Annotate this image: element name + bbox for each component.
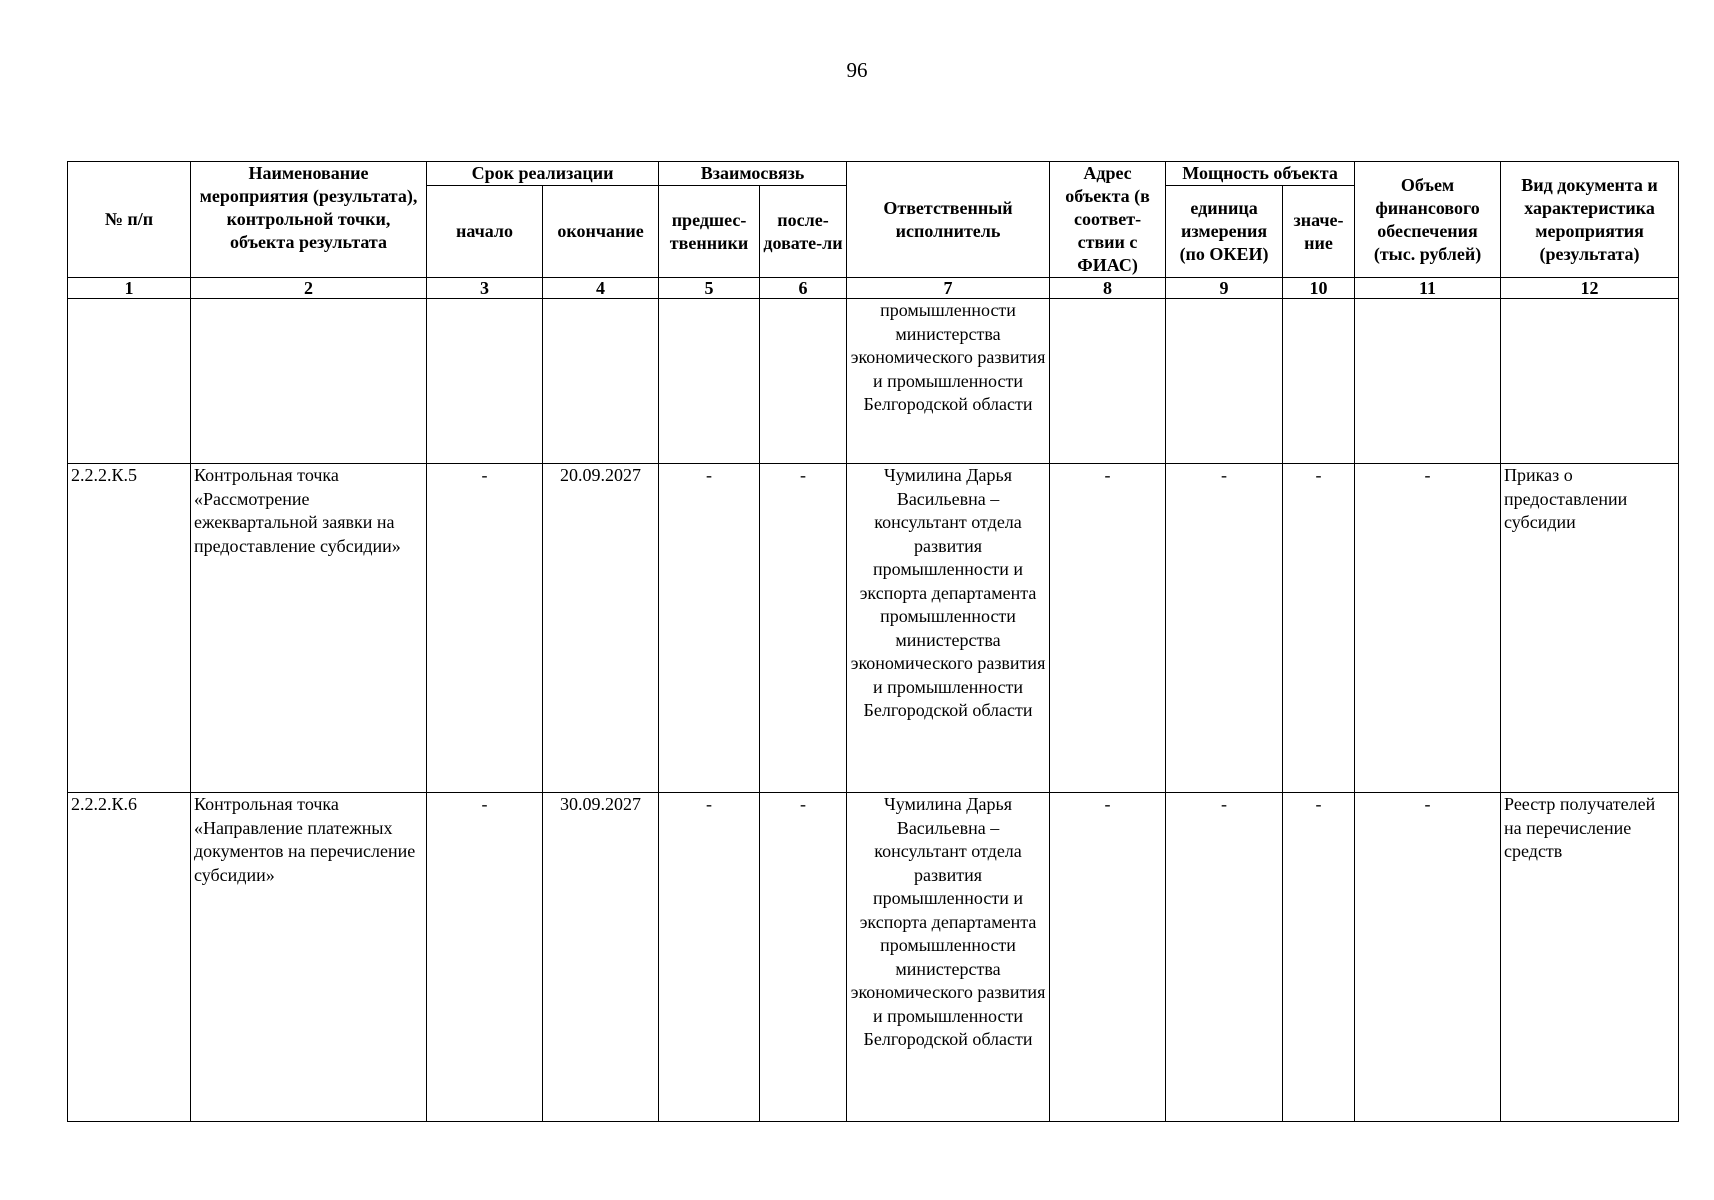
column-number-row	[68, 278, 1679, 299]
header-predecessors: предшес-твенники	[659, 186, 760, 278]
row-unit: -	[1166, 464, 1283, 793]
header-end: окончание	[543, 186, 659, 278]
header-value: значе-ние	[1283, 186, 1355, 278]
column-number: 12	[1501, 278, 1679, 299]
header-successors: после-довате-ли	[760, 186, 847, 278]
row-address: -	[1050, 793, 1166, 1122]
responsible-continued: промышленности министерства экономического развития и промышленности Белгородской области	[847, 299, 1050, 464]
row-number: 2.2.2.К.5	[68, 464, 191, 793]
header-responsible: Ответственный исполнитель	[847, 162, 1050, 278]
row-value: -	[1283, 464, 1355, 793]
row-finance: -	[1355, 793, 1501, 1122]
column-number: 2	[191, 278, 427, 299]
header-number: № п/п	[68, 162, 191, 278]
row-document: Реестр получателей на перечисление средств	[1501, 793, 1679, 1122]
row-start: -	[427, 793, 543, 1122]
row-responsible: Чумилина Дарья Васильевна – консультант отдела развития промышленности и экспорта департамента промышленности министерства экономического развития и промышленности Белгородской области	[847, 464, 1050, 793]
row-end: 30.09.2027	[543, 793, 659, 1122]
row-successors: -	[760, 793, 847, 1122]
row-value: -	[1283, 793, 1355, 1122]
row-end: 20.09.2027	[543, 464, 659, 793]
column-number: 10	[1283, 278, 1355, 299]
column-number: 11	[1355, 278, 1501, 299]
row-unit: -	[1166, 793, 1283, 1122]
header-finance: Объем финансового обеспечения (тыс. рублей)	[1355, 162, 1501, 278]
row-document: Приказ о предоставлении субсидии	[1501, 464, 1679, 793]
table-row-continuation	[68, 299, 1679, 464]
column-number: 3	[427, 278, 543, 299]
column-number: 7	[847, 278, 1050, 299]
column-number: 8	[1050, 278, 1166, 299]
column-number: 9	[1166, 278, 1283, 299]
header-start: начало	[427, 186, 543, 278]
row-number: 2.2.2.К.6	[68, 793, 191, 1122]
table-row	[68, 793, 1679, 1122]
page-number: 96	[846, 58, 868, 82]
row-address: -	[1050, 464, 1166, 793]
events-table	[67, 161, 1679, 1122]
header-unit: единица измерения (по ОКЕИ)	[1166, 186, 1283, 278]
header-link: Взаимосвязь	[659, 162, 847, 186]
row-name: Контрольная точка «Направление платежных документов на перечисление субсидии»	[191, 793, 427, 1122]
column-number: 6	[760, 278, 847, 299]
row-name: Контрольная точка «Рассмотрение ежеквартальной заявки на предоставление субсидии»	[191, 464, 427, 793]
row-start: -	[427, 464, 543, 793]
row-finance: -	[1355, 464, 1501, 793]
row-predecessors: -	[659, 464, 760, 793]
header-capacity: Мощность объекта	[1166, 162, 1355, 186]
column-number: 5	[659, 278, 760, 299]
table-row	[68, 464, 1679, 793]
column-number: 1	[68, 278, 191, 299]
row-successors: -	[760, 464, 847, 793]
row-responsible: Чумилина Дарья Васильевна – консультант отдела развития промышленности и экспорта департамента промышленности министерства экономического развития и промышленности Белгородской области	[847, 793, 1050, 1122]
row-predecessors: -	[659, 793, 760, 1122]
header-document: Вид документа и характеристика мероприятия (результата)	[1501, 162, 1679, 278]
header-address: Адрес объекта (в соответ-ствии с ФИАС)	[1050, 162, 1166, 278]
header-deadline: Срок реализации	[427, 162, 659, 186]
column-number: 4	[543, 278, 659, 299]
header-name: Наименование мероприятия (результата), контрольной точки, объекта результата	[191, 162, 427, 278]
